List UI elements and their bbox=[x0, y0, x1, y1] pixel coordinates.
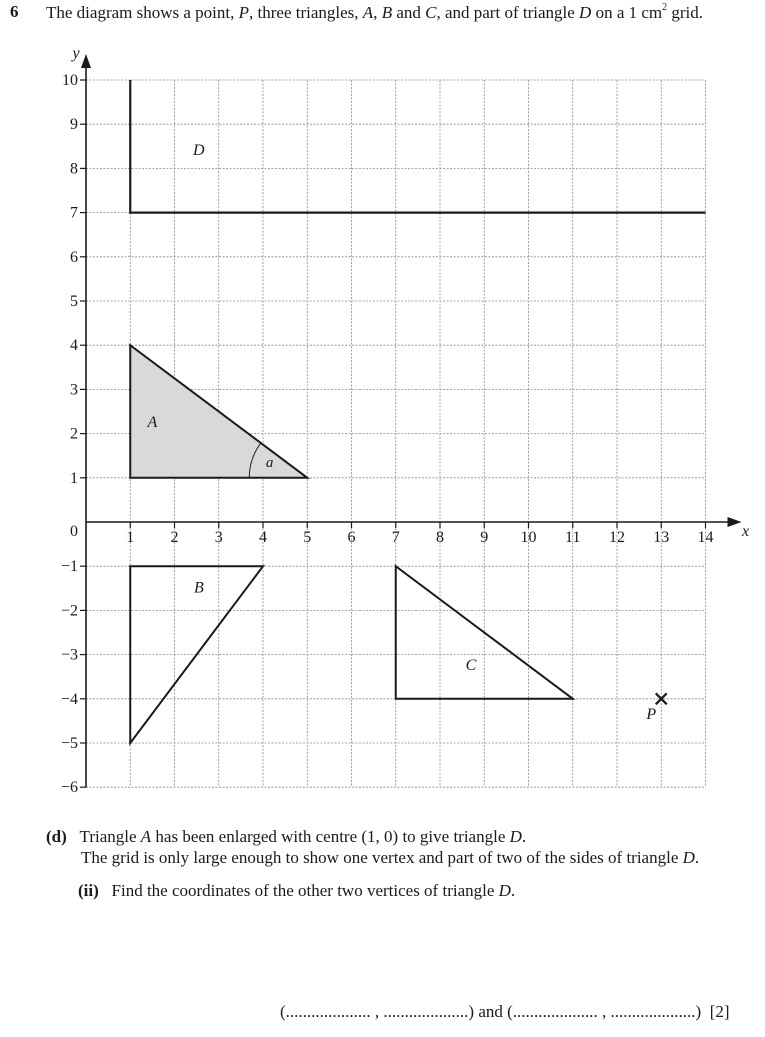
question-triangle-b: B bbox=[381, 3, 393, 22]
triangle-d-partial bbox=[130, 80, 705, 213]
x-tick-label: 9 bbox=[480, 529, 489, 546]
y-tick-label: 1 bbox=[70, 469, 78, 487]
y-tick-label: 3 bbox=[70, 381, 78, 399]
y-axis-arrow bbox=[81, 54, 91, 68]
part-d-text: The grid is only large enough to show one vertex and part of two of the sides of triangle bbox=[81, 848, 683, 867]
x-tick-label: 10 bbox=[520, 529, 537, 546]
y-tick-label: 6 bbox=[70, 248, 78, 266]
y-tick-label: 2 bbox=[70, 425, 78, 443]
part-d-triangle-d: D bbox=[509, 827, 522, 846]
y-tick-label: −4 bbox=[60, 690, 78, 708]
origin-label: 0 bbox=[70, 523, 78, 540]
angle-label: a bbox=[265, 454, 274, 471]
part-d-label: (d) bbox=[46, 827, 67, 846]
part-d-text: . bbox=[521, 827, 527, 846]
y-tick-label: −2 bbox=[60, 602, 78, 620]
y-tick-label: 7 bbox=[70, 204, 78, 222]
x-tick-label: 7 bbox=[391, 529, 400, 546]
part-d-triangle-d: D bbox=[682, 848, 695, 867]
point-p-label: P bbox=[646, 705, 657, 723]
y-tick-label: −6 bbox=[60, 779, 78, 797]
shapes bbox=[130, 80, 705, 743]
question-superscript: 2 bbox=[662, 2, 668, 13]
question-number: 6 bbox=[10, 2, 19, 21]
x-tick-label: 14 bbox=[697, 529, 714, 546]
x-tick-label: 12 bbox=[609, 529, 625, 546]
triangle-b-label: B bbox=[193, 579, 204, 597]
question-text-part: , and part of triangle bbox=[436, 3, 580, 22]
x-tick-label: 1 bbox=[126, 529, 135, 546]
x-tick-label: 11 bbox=[565, 529, 581, 546]
part-d-line1 bbox=[46, 827, 526, 847]
answer-blanks[interactable]: (.................... , ....................) and (.................... , ....................) bbox=[280, 1002, 702, 1021]
triangle-c-label: C bbox=[465, 657, 477, 675]
part-ii-label: (ii) bbox=[78, 881, 99, 900]
part-ii-text: . bbox=[510, 881, 516, 900]
y-tick-label: −1 bbox=[60, 558, 78, 576]
part-ii-text: Find the coordinates of the other two vertices of triangle bbox=[111, 881, 499, 900]
y-tick-label: 4 bbox=[70, 337, 78, 355]
part-d-text: Triangle bbox=[79, 827, 141, 846]
part-d-text: . bbox=[694, 848, 700, 867]
part-d-triangle-a: A bbox=[140, 827, 152, 846]
question-text-part: , bbox=[373, 3, 382, 22]
triangle-d-label: D bbox=[193, 142, 205, 160]
question-text-part: and bbox=[392, 3, 426, 22]
question-triangle-d: D bbox=[579, 3, 592, 22]
x-axis-label: x bbox=[741, 523, 750, 540]
x-axis-arrow bbox=[728, 517, 742, 527]
question-point-p: P bbox=[238, 3, 250, 22]
x-tick-label: 3 bbox=[214, 529, 223, 546]
question-text-part: The diagram shows a point, bbox=[46, 3, 239, 22]
y-tick-label: −5 bbox=[60, 735, 78, 752]
x-tick-label: 5 bbox=[303, 529, 312, 546]
y-axis-label: y bbox=[72, 45, 80, 62]
triangle-a-label: A bbox=[147, 413, 158, 431]
part-d-text: has been enlarged with centre (1, 0) to give triangle bbox=[151, 827, 510, 846]
question-text-part: , three triangles, bbox=[249, 3, 363, 22]
y-tick-label: 9 bbox=[70, 116, 78, 134]
question-text-part: grid. bbox=[667, 3, 704, 22]
x-tick-label: 8 bbox=[436, 529, 444, 546]
part-ii-line bbox=[78, 881, 515, 901]
x-tick-label: 4 bbox=[259, 529, 267, 546]
y-tick-label: 5 bbox=[70, 293, 78, 310]
part-ii-triangle-d: D bbox=[498, 881, 511, 900]
x-tick-label: 13 bbox=[653, 529, 670, 546]
y-tick-label: −3 bbox=[60, 646, 78, 664]
y-tick-label: 8 bbox=[70, 160, 78, 178]
part-d-line2 bbox=[81, 848, 699, 868]
question-text-part: on a 1 cm bbox=[591, 3, 663, 22]
x-tick-label: 2 bbox=[170, 529, 179, 546]
marks-label: [2] bbox=[709, 1002, 730, 1021]
answer-line bbox=[280, 1002, 730, 1022]
question-triangle-c: C bbox=[425, 3, 437, 22]
x-tick-label: 6 bbox=[347, 529, 356, 546]
y-tick-label: 10 bbox=[62, 72, 78, 89]
question-triangle-a: A bbox=[362, 3, 374, 22]
